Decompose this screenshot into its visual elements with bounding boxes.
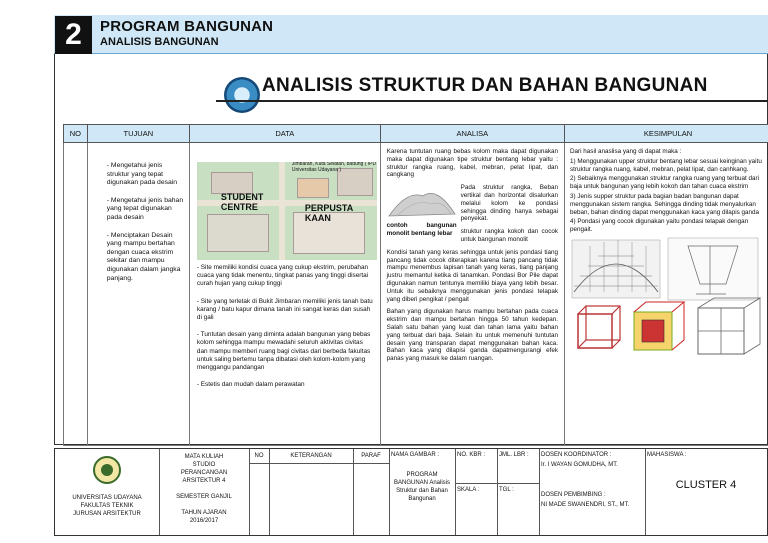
col-header-analisa: ANALISA xyxy=(380,125,564,143)
semester: SEMESTER GANJIL xyxy=(176,494,232,500)
header-title: PROGRAM BANGUNAN xyxy=(100,18,274,35)
space-frame-image xyxy=(572,240,660,298)
keterangan-column xyxy=(269,449,354,535)
dosen-block xyxy=(539,449,646,535)
no-kbr-label: NO. KBR : xyxy=(457,452,486,458)
tgl-cell xyxy=(497,484,540,535)
kesimpulan-item: Dari hasil anaslisa yang di dapat maka : xyxy=(570,148,682,155)
skala-cell xyxy=(455,484,498,535)
monolith-building-image xyxy=(387,184,457,220)
tgl-label: TGL : xyxy=(499,487,514,493)
koordinator-name: Ir. I WAYAN GOMUDHA, MT. xyxy=(541,462,618,468)
page-title: ANALISIS STRUKTUR DAN BAHAN BANGUNAN xyxy=(262,75,708,96)
title-block xyxy=(54,448,768,536)
tujuan-item: - Mengetahui jenis struktur yang tepat digunakan pada desain xyxy=(106,162,178,187)
data-item: - Site yang terletak di Bukit Jimbaran memiliki jenis tanah batu karang / batu kapur dimana tanah ini sangat keras dan susah di gali xyxy=(196,297,373,322)
tujuan-item: - Mengetahui jenis bahan yang tepat digunakan pada desain xyxy=(106,196,184,221)
jml-lbr-label: JML. LBR : xyxy=(499,452,529,458)
course-block xyxy=(159,449,250,535)
tujuan-item: - Menciptakan Desain yang mampu bertahan dengan cuaca ekstrim sekitar dan mampu digunakan dalam jangka panjang. xyxy=(106,231,181,282)
analisa-cell xyxy=(380,143,564,446)
university-name: UNIVERSITAS UDAYANA xyxy=(72,495,142,501)
no-column xyxy=(249,449,270,535)
data-cell xyxy=(189,143,380,446)
frame-cube-steel-image xyxy=(698,298,760,354)
table-row xyxy=(64,143,768,446)
kesimpulan-item: 1) Menggunakan upper struktur bentang lebar sesuai keinginan yaitu struktur rangka ruang, kabel, mebran, pelat lipat, dan canhkang. xyxy=(570,157,762,173)
data-item: - Tuntutan desain yang diminta adalah bangunan yang bebas kolom sehingga mampu mewadahi seluruh aktivitas civitas dan mampu memberi ruang bagi civitas dari berbeda fakultas untuk saling bertemu tanpa dibatasi oleh kolom-kolom yang menggangu pandangan xyxy=(196,331,371,372)
section-number: 2 xyxy=(55,16,92,54)
jml-lbr-cell xyxy=(497,449,540,484)
data-item: - Estetis dan mudah dalam perawatan xyxy=(196,381,305,389)
university-logo-icon xyxy=(92,455,122,485)
header-subtitle: ANALISIS BANGUNAN xyxy=(100,36,219,48)
map-label-student-centre: STUDENT CENTRE xyxy=(220,192,264,212)
tahun-label: TAHUN AJARAN xyxy=(181,510,227,516)
pembimbing-label: DOSEN PEMBIMBING : xyxy=(541,492,606,498)
col-header-tujuan: TUJUAN xyxy=(87,125,189,143)
kesimpulan-item: 4) Pondasi yang cocok digunakan yaitu pondasi telapak dengan pengait. xyxy=(570,218,749,234)
map-label-perpustakaan: PERPUSTA KAAN xyxy=(304,203,353,223)
frame-cube-red-image xyxy=(578,306,620,348)
col-header-no: NO xyxy=(64,125,88,143)
mahasiswa-block xyxy=(645,449,767,535)
no-label: NO xyxy=(249,449,269,464)
cluster-label: CLUSTER 4 xyxy=(675,479,737,491)
structure-images xyxy=(570,236,766,362)
foundation-drawing-image xyxy=(668,238,758,300)
analisa-paragraph: Pada struktur rangka, Beban vertikal dan horizontal disalurkan melalui kolom ke pondasi sehingga dinding hanya sebagai penyekat. xyxy=(460,184,558,223)
no-kbr-cell xyxy=(455,449,498,484)
data-item: - Site memiliki kondisi cuaca yang cukup ekstrim, perubahan cuaca yang tidak menentu, tingkat panas yang tinggi disertai curah hujan yang cukup tinggi xyxy=(196,264,369,288)
site-map-image xyxy=(197,162,377,260)
analisa-paragraph: Karena tuntutan ruang bebas kolom maka dapat digunakan maka dapat digunakan tipe struktur bentang lebar yaitu : struktur rangka ruang, kabel, mebran, pelat lipat, dan cangkang xyxy=(386,148,558,179)
department-name: JURUSAN ARSITEKTUR xyxy=(73,511,141,517)
kesimpulan-item: 2) Sebaiknya menggunakan struktur rangka ruang yang terbuat dari baja untuk bangunan yang lebih kokoh dan tahan cuaca ekstrim xyxy=(570,175,760,191)
nama-gambar-block xyxy=(389,449,456,535)
paraf-label: PARAF xyxy=(353,449,389,464)
table-header-row xyxy=(64,125,768,143)
paraf-column xyxy=(353,449,390,535)
university-block xyxy=(55,449,160,535)
skala-label: SKALA : xyxy=(457,487,480,493)
col-header-data: DATA xyxy=(189,125,380,143)
pembimbing-name: NI MADE SWANENDRI, ST., MT. xyxy=(541,502,630,508)
tujuan-cell xyxy=(87,143,189,446)
analisa-paragraph: Kondisi tanah yang keras sehingga untuk jenis pondasi tiang pancang tidak cocok diterapkan karena tiang pancang tidak mampu menembus lapisan tanah yang keras, tiang panjang justru memantul ketika di tanamkan. Pondasi Bor Pile dapat digunakan namun tentunya memiliki biaya yang lebih besar. Untuk itu sebaiknya menggunakan jenis pondasi telapak yang diberi pengikat / pengait xyxy=(386,248,558,303)
faculty-name: FAKULTAS TEKNIK xyxy=(80,503,134,509)
analysis-table xyxy=(63,124,768,446)
title-underline xyxy=(216,100,768,102)
mahasiswa-label: MAHASISWA : xyxy=(647,452,687,458)
mata-kuliah-label: MATA KULIAH xyxy=(184,454,224,460)
kesimpulan-item: 3) Jenis supper struktur pada bagian badan bangunan dapat menggunakan sistem rangka. Sehingga dinding tidak menyalurkan beban, bahan dinding dapat menggunakan kaca yang dilapis ganda xyxy=(570,192,760,216)
frame-cube-colored-image xyxy=(634,302,684,350)
title-circle-icon xyxy=(224,77,260,113)
keterangan-label: KETERANGAN xyxy=(269,449,353,464)
koordinator-label: DOSEN KOORDINATOR : xyxy=(541,452,612,458)
nama-gambar-label: NAMA GAMBAR : xyxy=(391,452,440,458)
map-caption: Jimbaran, Kuta Selatan, badung ( IPD Universitas Udayana ) xyxy=(291,162,377,173)
no-cell xyxy=(64,143,88,446)
col-header-kesimpulan: KESIMPULAN xyxy=(565,125,768,143)
year: 2016/2017 xyxy=(189,518,219,524)
kesimpulan-cell xyxy=(565,143,768,446)
course-name: STUDIO PERANCANGAN ARSITEKTUR 4 xyxy=(180,462,228,484)
nama-gambar: PROGRAM BANGUNAN Analisis Struktur dan Bahan Bangunan xyxy=(393,472,450,502)
analisa-caption: struktur rangka kokoh dan cocok untuk bangunan monolit xyxy=(460,228,558,243)
analisa-paragraph: Bahan yang digunakan harus mampu bertahan pada cuaca ekstrim dan mampu bertahan hingga 50 tahun kedepan. Salah satu bahan yang kuat dan tahan lama yaitu bahan yang terbuat dari baja. Selain itu untuk memenuhi tuntutan desain yang transparan dapat menggunakan bahan kaca. Bahan kaca yang dilapisi ganda dapatmengurangi efek panas yang masuk ke dalam ruangan. xyxy=(386,308,558,363)
monolith-caption: contoh bangunan monolit bentang lebar xyxy=(386,222,457,237)
